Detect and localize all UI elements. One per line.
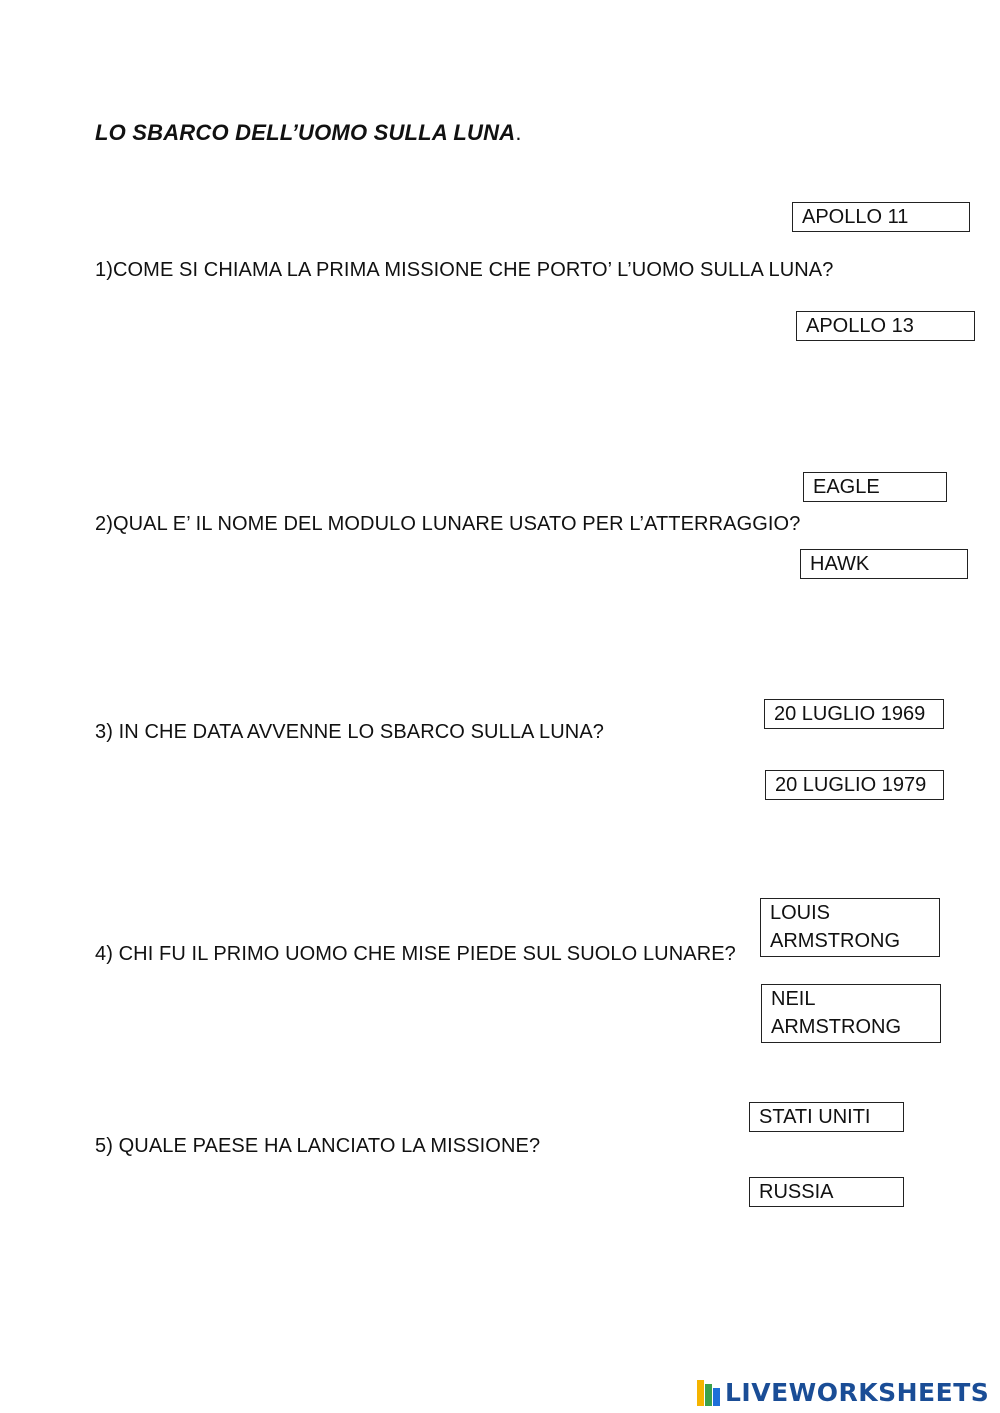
worksheet-title-period: . — [515, 120, 522, 145]
liveworksheets-bars-icon — [697, 1380, 721, 1406]
q3-option-1979[interactable]: 20 LUGLIO 1979 — [765, 770, 944, 800]
question-4: 4) CHI FU IL PRIMO UOMO CHE MISE PIEDE SUL SUOLO LUNARE? — [95, 943, 736, 965]
liveworksheets-brand-text: LIVEWORKSHEETS — [725, 1378, 990, 1407]
q3-option-1969[interactable]: 20 LUGLIO 1969 — [764, 699, 944, 729]
q4-option-louis-armstrong[interactable]: LOUIS ARMSTRONG — [760, 898, 940, 957]
q1-option-apollo-13[interactable]: APOLLO 13 — [796, 311, 975, 341]
question-2: 2)QUAL E’ IL NOME DEL MODULO LUNARE USATO PER L’ATTERRAGGIO? — [95, 513, 801, 535]
question-5: 5) QUALE PAESE HA LANCIATO LA MISSIONE? — [95, 1135, 541, 1157]
q5-option-russia[interactable]: RUSSIA — [749, 1177, 904, 1207]
q2-option-hawk[interactable]: HAWK — [800, 549, 968, 579]
worksheet-title-text: LO SBARCO DELL’UOMO SULLA LUNA — [95, 120, 516, 145]
worksheet-title — [95, 120, 522, 146]
liveworksheets-logo — [697, 1378, 989, 1407]
q4-option-neil-armstrong[interactable]: NEIL ARMSTRONG — [761, 984, 941, 1043]
q2-option-eagle[interactable]: EAGLE — [803, 472, 947, 502]
q1-option-apollo-11[interactable]: APOLLO 11 — [792, 202, 970, 232]
question-1: 1)COME SI CHIAMA LA PRIMA MISSIONE CHE PORTO’ L’UOMO SULLA LUNA? — [95, 259, 834, 281]
q5-option-stati-uniti[interactable]: STATI UNITI — [749, 1102, 904, 1132]
question-3: 3) IN CHE DATA AVVENNE LO SBARCO SULLA LUNA? — [95, 721, 605, 743]
